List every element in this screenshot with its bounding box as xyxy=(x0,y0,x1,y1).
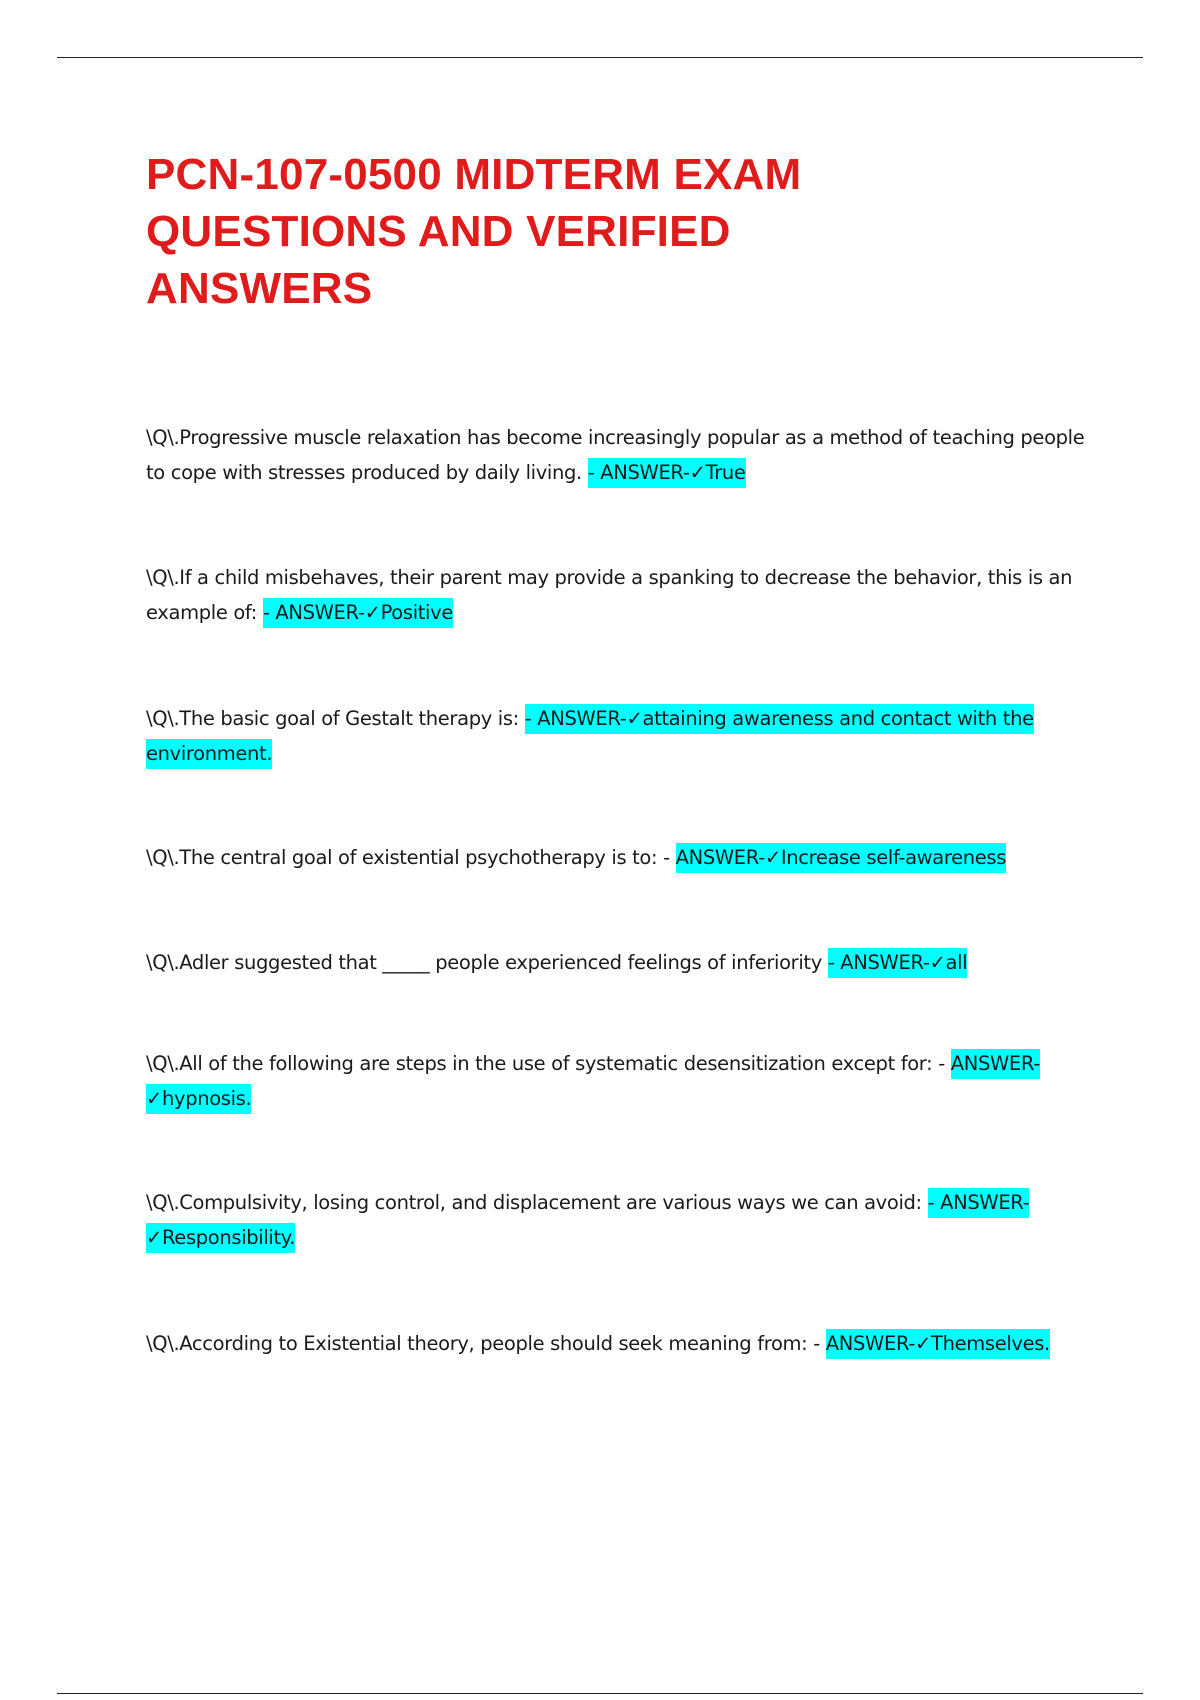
qa-item xyxy=(146,1326,1096,1361)
qa-item xyxy=(146,945,1096,980)
answer-highlight: ANSWER-✓Themselves. xyxy=(826,1329,1050,1359)
document-title: PCN-107-0500 MIDTERM EXAM QUESTIONS AND VERIFIED ANSWERS xyxy=(146,150,802,313)
answer-highlight: ANSWER-✓hypnosis. xyxy=(146,1049,1040,1114)
question-text: \Q\.Progressive muscle relaxation has become increasingly popular as a method of teaching people to cope with stresses produced by daily living. xyxy=(146,426,1085,484)
qa-item xyxy=(146,840,1096,875)
question-text: \Q\.According to Existential theory, people should seek meaning from: - xyxy=(146,1332,826,1355)
question-text: \Q\.The basic goal of Gestalt therapy is: xyxy=(146,707,525,730)
answer-highlight: - ANSWER-✓Responsibility. xyxy=(146,1188,1029,1253)
qa-item xyxy=(146,1185,1096,1255)
header-rule xyxy=(57,57,1143,58)
qa-item xyxy=(146,701,1096,771)
question-text: \Q\.Adler suggested that _____ people experienced feelings of inferiority xyxy=(146,951,828,974)
question-text: \Q\.The central goal of existential psychotherapy is to: - xyxy=(146,846,676,869)
question-text: \Q\.Compulsivity, losing control, and displacement are various ways we can avoid: xyxy=(146,1191,928,1214)
answer-highlight: - ANSWER-✓True xyxy=(588,458,746,488)
answer-highlight: ANSWER-✓Increase self-awareness xyxy=(676,843,1006,873)
answer-highlight: - ANSWER-✓Positive xyxy=(263,598,453,628)
question-text: \Q\.If a child misbehaves, their parent may provide a spanking to decrease the behavior, this is an example of: xyxy=(146,566,1073,624)
qa-item xyxy=(146,1046,1096,1116)
qa-item xyxy=(146,420,1096,490)
answer-highlight: - ANSWER-✓attaining awareness and contact with the environment. xyxy=(146,704,1034,769)
answer-highlight: - ANSWER-✓all xyxy=(828,948,968,978)
qa-item xyxy=(146,560,1096,630)
footer-rule xyxy=(57,1693,1143,1694)
question-text: \Q\.All of the following are steps in the use of systematic desensitization except for: - xyxy=(146,1052,951,1075)
